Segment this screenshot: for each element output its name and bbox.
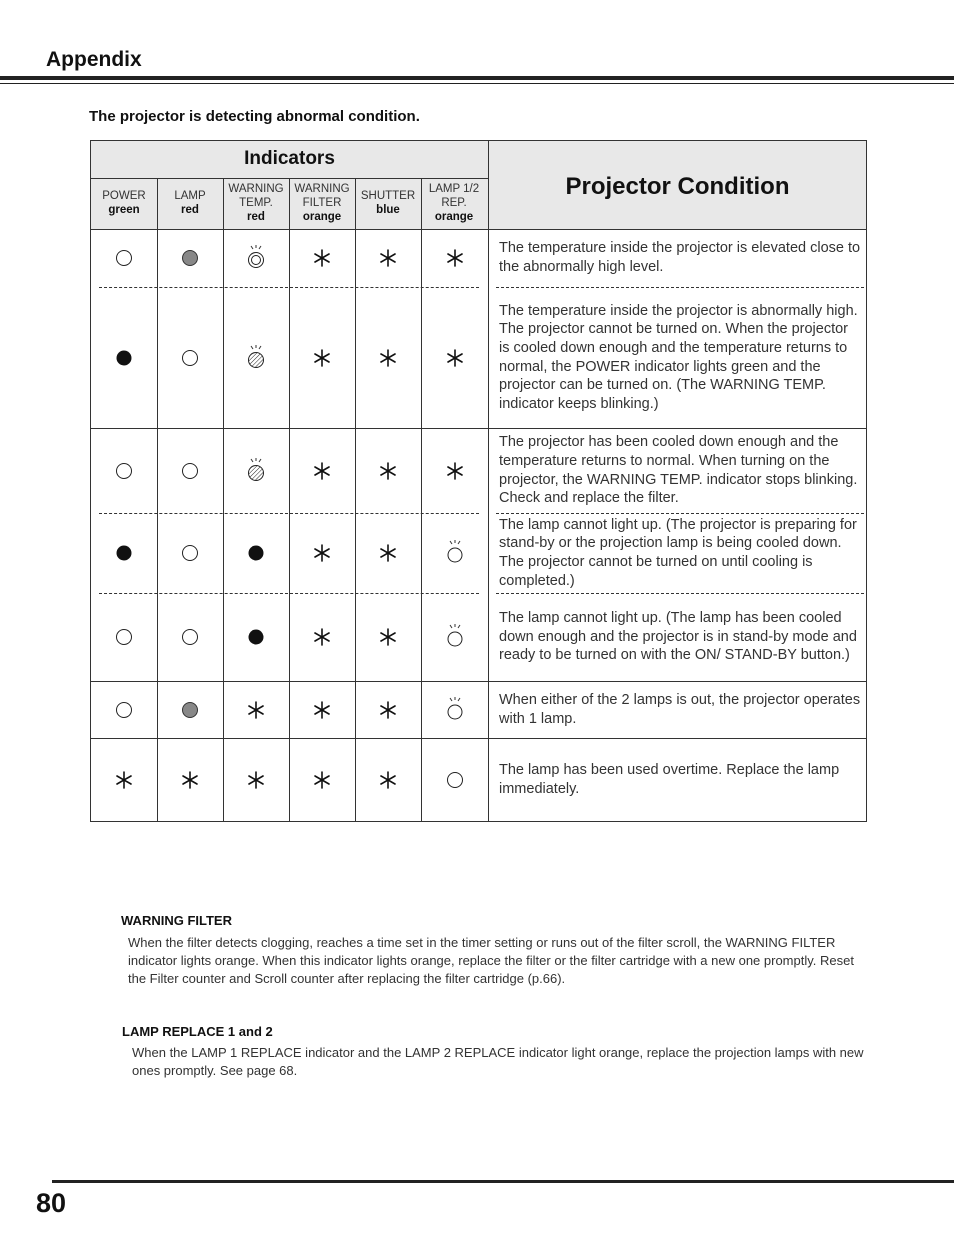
note-body-warning-filter: When the filter detects clogging, reaches a time set in the timer setting or runs out of the filter scroll, the WARNING FILTER indicator lights orange. When this indicator lights orange, replace the filter or the filter cartridge with a new one promptly. Reset the Filter counter and Scroll counter after replacing the filter cartridge (p.66).	[128, 935, 854, 986]
filled-circle-icon	[241, 538, 271, 568]
condition-cell	[499, 229, 861, 287]
condition-cell	[499, 513, 861, 593]
condition-cell	[499, 287, 861, 428]
asterisk-icon	[373, 456, 403, 486]
empty-circle-icon	[109, 243, 139, 273]
header-divider	[91, 178, 488, 179]
column-name: LAMP	[174, 190, 206, 202]
indicator-cell	[289, 513, 355, 593]
column-header-lamp-replace	[421, 178, 487, 228]
indicator-cell	[355, 593, 421, 681]
section-title: Appendix	[46, 48, 142, 71]
column-color: green	[108, 204, 140, 216]
indicator-cell	[289, 681, 355, 738]
column-header-power	[91, 178, 157, 228]
hatched-blinking-circle-icon	[241, 456, 271, 486]
condition-text: The lamp has been used overtime. Replace the lamp immediately.	[499, 761, 840, 797]
indicator-cell	[223, 593, 289, 681]
column-name: WARNING FILTER	[294, 183, 350, 209]
condition-text: When either of the 2 lamps is out, the projector operates with 1 lamp.	[499, 691, 861, 727]
empty-circle-icon	[109, 622, 139, 652]
indicator-cell	[289, 428, 355, 513]
indicator-cell	[421, 738, 488, 821]
column-color: blue	[376, 204, 400, 216]
column-header-lamp	[157, 178, 223, 228]
asterisk-icon	[109, 765, 139, 795]
condition-text: The temperature inside the projector is elevated close to the abnormally high level.	[499, 240, 861, 275]
indicator-table	[90, 140, 867, 822]
header-rule	[0, 76, 954, 80]
indicator-cell	[91, 287, 157, 428]
asterisk-icon	[440, 243, 470, 273]
asterisk-icon	[307, 622, 337, 652]
indicator-cell	[223, 229, 289, 287]
asterisk-icon	[373, 622, 403, 652]
asterisk-icon	[241, 695, 271, 725]
indicator-cell	[91, 738, 157, 821]
column-color: orange	[302, 211, 342, 223]
indicator-cell	[355, 287, 421, 428]
indicator-cell	[289, 229, 355, 287]
column-name: SHUTTER	[360, 190, 416, 202]
asterisk-icon	[307, 765, 337, 795]
gray-circle-icon	[175, 243, 205, 273]
empty-circle-icon	[175, 622, 205, 652]
indicator-cell	[355, 428, 421, 513]
indicator-cell	[157, 513, 223, 593]
indicator-cell	[223, 738, 289, 821]
blinking-circle-icon	[440, 695, 470, 725]
indicator-cell	[355, 738, 421, 821]
indicator-cell	[157, 738, 223, 821]
condition-text: The temperature inside the projector is abnormally high. The projector cannot be turned on. When the projector is cooled down enough and the temperature returns to normal, the POWER indicator lights green and the projector can be turned on. (The WARNING TEMP. indicator keeps blinking.)	[499, 302, 858, 412]
asterisk-icon	[373, 243, 403, 273]
footer-rule	[52, 1180, 954, 1183]
asterisk-icon	[307, 695, 337, 725]
indicator-cell	[223, 513, 289, 593]
column-name: LAMP 1/2 REP.	[428, 183, 480, 209]
condition-text: The lamp cannot light up. (The projector is preparing for stand-by or the projection lamp is being cooled down. The projector cannot be turned on until cooling is completed.)	[499, 516, 857, 589]
note-heading-lamp-replace: LAMP REPLACE 1 and 2	[122, 1024, 273, 1039]
indicator-cell	[355, 513, 421, 593]
indicator-cell	[157, 428, 223, 513]
indicator-cell	[223, 681, 289, 738]
indicator-cell	[421, 229, 488, 287]
filled-circle-icon	[241, 622, 271, 652]
filled-circle-icon	[109, 538, 139, 568]
column-color: red	[181, 204, 199, 216]
indicator-cell	[157, 287, 223, 428]
asterisk-icon	[440, 456, 470, 486]
indicator-cell	[91, 428, 157, 513]
condition-cell	[499, 681, 861, 738]
indicator-cell	[157, 593, 223, 681]
filled-circle-icon	[109, 343, 139, 373]
asterisk-icon	[307, 538, 337, 568]
asterisk-icon	[373, 695, 403, 725]
note-body-lamp-replace: When the LAMP 1 REPLACE indicator and the LAMP 2 REPLACE indicator light orange, replace the projection lamps with new ones promptly. See page 68.	[132, 1045, 864, 1078]
indicator-cell	[289, 287, 355, 428]
column-header-shutter	[355, 178, 421, 228]
asterisk-icon	[373, 765, 403, 795]
indicator-cell	[223, 428, 289, 513]
indicator-cell	[91, 513, 157, 593]
projector-condition-heading: Projector Condition	[565, 173, 790, 200]
condition-cell	[499, 738, 861, 821]
indicator-cell	[157, 681, 223, 738]
column-divider-condition	[488, 141, 489, 821]
page-subtitle: The projector is detecting abnormal condition.	[89, 108, 420, 125]
asterisk-icon	[373, 343, 403, 373]
empty-circle-icon	[109, 456, 139, 486]
double-ring-blinking-icon	[241, 243, 271, 273]
page-number: 80	[36, 1188, 67, 1218]
column-header-warning-filter	[289, 178, 355, 228]
indicator-cell	[91, 229, 157, 287]
indicator-cell	[289, 738, 355, 821]
gray-circle-icon	[175, 695, 205, 725]
blinking-circle-icon	[440, 622, 470, 652]
column-color: orange	[434, 211, 474, 223]
empty-circle-icon	[175, 456, 205, 486]
asterisk-icon	[373, 538, 403, 568]
condition-cell	[499, 593, 861, 681]
hatched-blinking-circle-icon	[241, 343, 271, 373]
column-name: WARNING TEMP.	[228, 183, 284, 209]
indicators-heading: Indicators	[244, 148, 335, 169]
column-color: red	[247, 211, 265, 223]
indicator-cell	[91, 593, 157, 681]
asterisk-icon	[307, 343, 337, 373]
empty-circle-icon	[440, 765, 470, 795]
indicator-cell	[91, 681, 157, 738]
condition-text: The projector has been cooled down enough and the temperature returns to normal. When turning on the projector, the WARNING TEMP. indicator stops blinking. Check and replace the filter.	[499, 434, 858, 507]
empty-circle-icon	[175, 343, 205, 373]
indicator-cell	[289, 593, 355, 681]
indicator-cell	[421, 681, 488, 738]
blinking-circle-icon	[440, 538, 470, 568]
indicator-cell	[355, 229, 421, 287]
indicator-cell	[223, 287, 289, 428]
asterisk-icon	[241, 765, 271, 795]
indicator-cell	[421, 287, 488, 428]
column-name: POWER	[102, 190, 146, 202]
asterisk-icon	[440, 343, 470, 373]
asterisk-icon	[175, 765, 205, 795]
indicator-cell	[355, 681, 421, 738]
column-header-warning-temp	[223, 178, 289, 228]
empty-circle-icon	[175, 538, 205, 568]
note-heading-warning-filter: WARNING FILTER	[121, 913, 232, 928]
indicator-cell	[421, 513, 488, 593]
indicator-cell	[421, 593, 488, 681]
header-rule-thin	[0, 83, 954, 84]
indicator-cell	[421, 428, 488, 513]
asterisk-icon	[307, 456, 337, 486]
indicator-cell	[157, 229, 223, 287]
condition-text: The lamp cannot light up. (The lamp has been cooled down enough and the projector is in stand-by mode and ready to be turned on with the ON/ STAND-BY button.)	[499, 610, 857, 664]
empty-circle-icon	[109, 695, 139, 725]
asterisk-icon	[307, 243, 337, 273]
condition-cell	[499, 428, 861, 513]
